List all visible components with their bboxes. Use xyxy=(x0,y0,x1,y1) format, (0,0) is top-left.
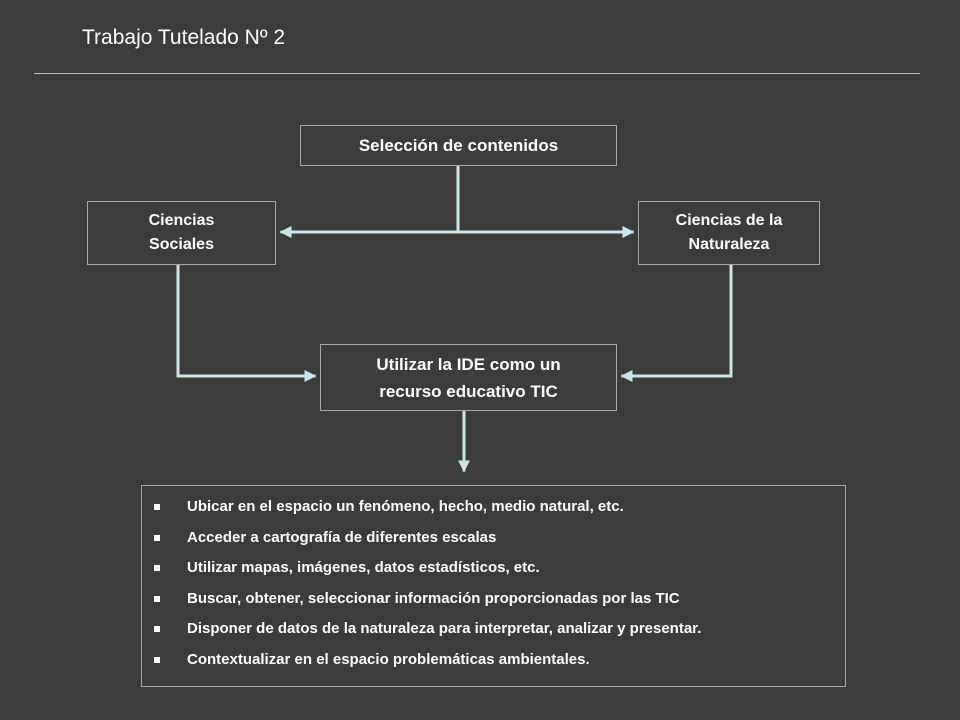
natural-sciences-label-line2: Naturaleza xyxy=(688,236,770,253)
objective-item xyxy=(142,614,845,645)
ide-resource-label-line1: Utilizar la IDE como un xyxy=(376,354,561,374)
objective-item xyxy=(142,645,845,676)
content-selection-label: Selección de contenidos xyxy=(358,135,559,155)
natural-sciences-label-line1: Ciencias de la xyxy=(675,212,783,229)
ide-resource-box xyxy=(320,344,617,411)
social-sciences-label-line1: Ciencias xyxy=(148,212,215,229)
square-bullet-icon xyxy=(154,626,160,632)
content-selection-box xyxy=(300,125,617,166)
social-sciences-label-line2: Sociales xyxy=(149,236,214,253)
natural-sciences-box xyxy=(638,201,820,265)
square-bullet-icon xyxy=(154,657,160,663)
objectives-list xyxy=(142,492,845,675)
objective-item xyxy=(142,553,845,584)
objectives-box xyxy=(141,485,846,687)
social-sciences-box xyxy=(87,201,276,265)
square-bullet-icon xyxy=(154,596,160,602)
objective-item xyxy=(142,584,845,615)
objective-item xyxy=(142,523,845,554)
ide-resource-label-line2: recurso educativo TIC xyxy=(379,381,558,401)
square-bullet-icon xyxy=(154,565,160,571)
objective-text: Buscar, obtener, seleccionar información proporcionadas por las TIC xyxy=(187,589,680,607)
right-to-center-arrow xyxy=(623,265,731,376)
square-bullet-icon xyxy=(154,504,160,510)
objective-text: Ubicar en el espacio un fenómeno, hecho, medio natural, etc. xyxy=(187,498,624,515)
objective-text: Utilizar mapas, imágenes, datos estadísticos, etc. xyxy=(187,559,540,576)
left-to-center-arrow xyxy=(178,265,314,376)
objective-text: Contextualizar en el espacio problemáticas ambientales. xyxy=(187,650,590,668)
objective-item xyxy=(142,492,845,523)
objective-text: Acceder a cartografía de diferentes escalas xyxy=(187,528,497,546)
slide-title: Trabajo Tutelado Nº 2 xyxy=(82,26,286,49)
square-bullet-icon xyxy=(154,535,160,541)
objective-text: Disponer de datos de la naturaleza para interpretar, analizar y presentar. xyxy=(187,620,702,637)
